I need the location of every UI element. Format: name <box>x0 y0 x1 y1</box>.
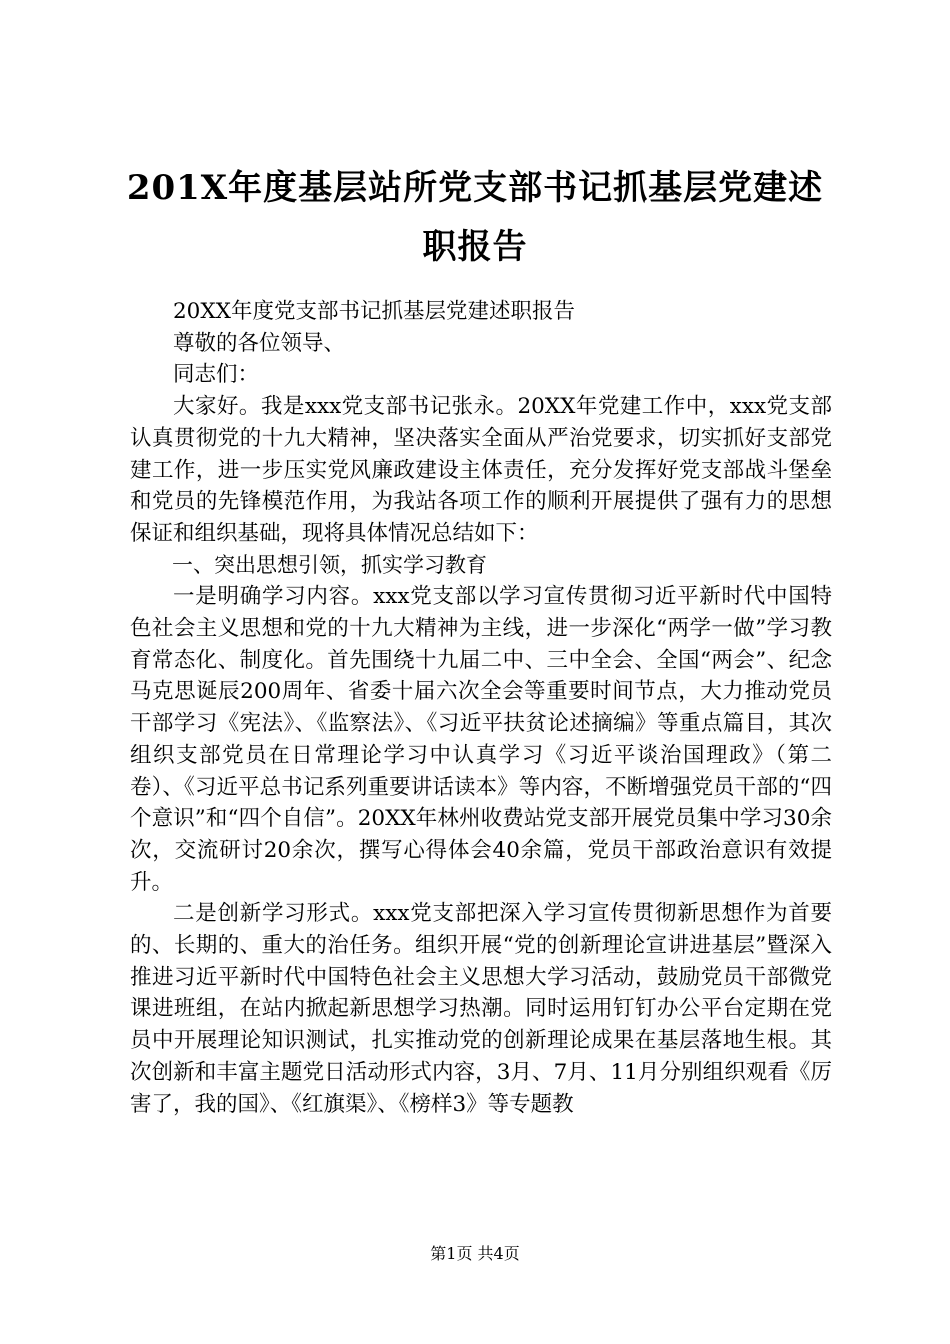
intro-paragraph: 大家好。我是xxx党支部书记张永。20XX年党建工作中，xxx党支部认真贯彻党的十九大精神，坚决落实全面从严治党要求，切实抓好支部党建工作，进一步压实党风廉政建设主体责任，充分发挥好党支部战斗堡垒和党员的先锋模范作用，为我站各项工作的顺利开展提供了强有力的思想保证和组织基础，现将具体情况总结如下： <box>130 394 832 546</box>
body-paragraph-1: 一是明确学习内容。xxx党支部以学习宣传贯彻习近平新时代中国特色社会主义思想和党的十九大精神为主线，进一步深化“两学一做”学习教育常态化、制度化。首先围绕十九届二中、三中全会、全国“两会”、纪念马克思诞辰200周年、省委十届六次全会等重要时间节点，大力推动党员干部学习《宪法》、《监察法》、《习近平扶贫论述摘编》等重点篇目，其次组织支部党员在日常理论学习中认真学习《习近平谈治国理政》（第二卷）、《习近平总书记系列重要讲话读本》等内容，不断增强党员干部的“四个意识”和“四个自信”。20XX年林州收费站党支部开展党员集中学习30余次，交流研讨20余次，撰写心得体会40余篇，党员干部政治意识有效提升。 <box>130 584 832 895</box>
body-paragraph-2: 二是创新学习形式。xxx党支部把深入学习宣传贯彻新思想作为首要的、长期的、重大的治任务。组织开展“党的创新理论宣讲进基层”暨深入推进习近平新时代中国特色社会主义思想大学习活动，鼓励党员干部微党课进班组，在站内掀起新思想学习热潮。同时运用钉钉办公平台定期在党员中开展理论知识测试，扎实推动党的创新理论成果在基层落地生根。其次创新和丰富主题党日活动形式内容，3月、7月、11月分别组织观看《厉害了，我的国》、《红旗渠》、《榜样3》等专题教 <box>130 901 832 1117</box>
salutation-line-1: 尊敬的各位领导、 <box>173 330 346 356</box>
document-title-line-1: 201X年度基层站所党支部书记抓基层党建述 <box>126 168 824 208</box>
subtitle-paragraph: 20XX年度党支部书记抓基层党建述职报告 <box>173 299 575 324</box>
section-heading-1: 一、突出思想引领，抓实学习教育 <box>172 552 487 577</box>
document-body <box>130 296 832 1120</box>
document-title-line-2: 职报告 <box>422 227 528 267</box>
page-footer: 第1页 共4页 <box>430 1244 520 1263</box>
salutation-line-2: 同志们： <box>173 362 260 388</box>
